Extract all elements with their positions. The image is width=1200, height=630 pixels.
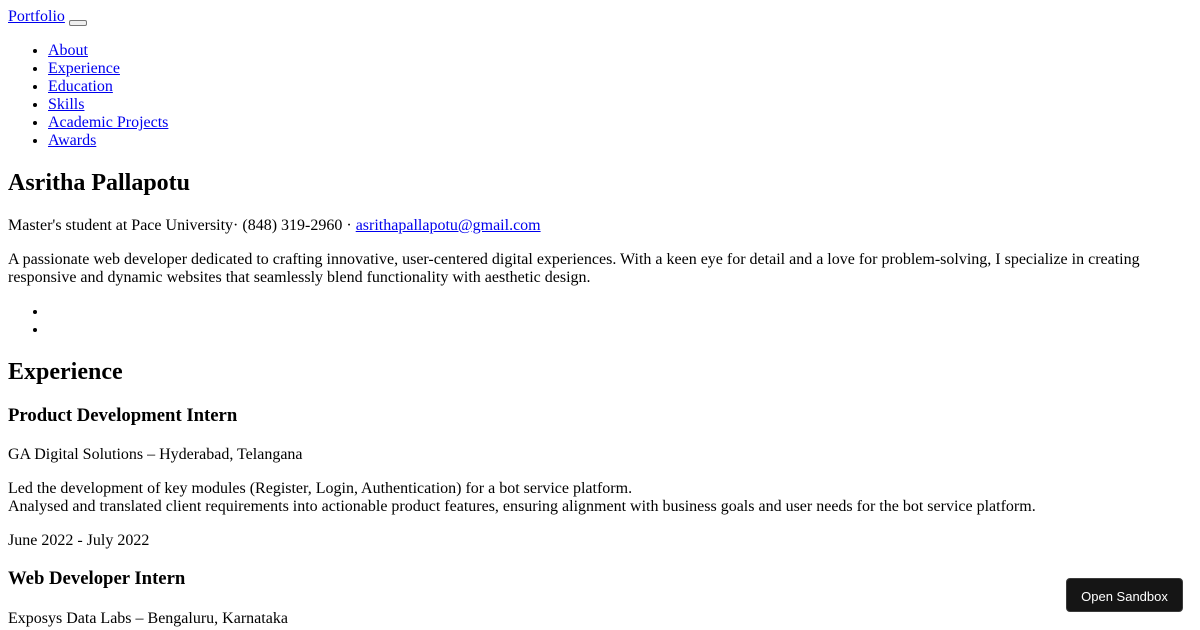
about-subheading xyxy=(8,217,541,235)
job-title: Web Developer Intern xyxy=(8,568,186,589)
job-bullet: Analysed and translated client requirements into actionable product features, ensuring alignment with business goals and user needs for the bot service platform. xyxy=(8,498,1036,515)
nav-item-about xyxy=(48,42,1192,60)
navbar-toggle-button[interactable] xyxy=(69,20,87,26)
social-icons-list xyxy=(8,303,48,339)
nav-item-education xyxy=(48,78,1192,96)
experience-heading: Experience xyxy=(8,359,123,385)
nav-link-skills[interactable]: Skills xyxy=(48,96,85,113)
email-link[interactable]: asrithapallapotu@gmail.com xyxy=(355,217,541,234)
nav-link-about[interactable]: About xyxy=(48,42,88,59)
nav-link-education[interactable]: Education xyxy=(48,78,113,95)
job-dates: June 2022 - July 2022 xyxy=(8,532,150,549)
about-contact-text: Master's student at Pace University· (848) 319-2960 · xyxy=(8,217,356,234)
nav-link-experience[interactable]: Experience xyxy=(48,60,120,77)
job-company: Exposys Data Labs – Bengaluru, Karnataka xyxy=(8,610,288,627)
nav-item-awards xyxy=(48,132,1192,150)
nav-link-awards[interactable]: Awards xyxy=(48,132,97,149)
about-lead: A passionate web developer dedicated to crafting innovative, user-centered digital experiences. With a keen eye for detail and a love for problem-solving, I specialize in creating responsive and dynamic websites that seamlessly blend functionality with aesthetic design. xyxy=(8,251,1140,286)
nav-menu xyxy=(8,42,1192,150)
job-company: GA Digital Solutions – Hyderabad, Telangana xyxy=(8,446,303,463)
nav-link-academic-projects[interactable]: Academic Projects xyxy=(48,114,169,131)
job-title: Product Development Intern xyxy=(8,405,238,426)
nav-item-academic-projects xyxy=(48,114,1192,132)
nav-item-experience xyxy=(48,60,1192,78)
navbar xyxy=(8,0,1192,26)
nav-item-skills xyxy=(48,96,1192,114)
page-title: Asritha Pallapotu xyxy=(8,170,191,196)
open-sandbox-button[interactable]: Open Sandbox xyxy=(1066,578,1183,612)
brand-link[interactable]: Portfolio xyxy=(8,8,65,25)
job-bullet: Led the development of key modules (Register, Login, Authentication) for a bot service platform. xyxy=(8,480,633,497)
